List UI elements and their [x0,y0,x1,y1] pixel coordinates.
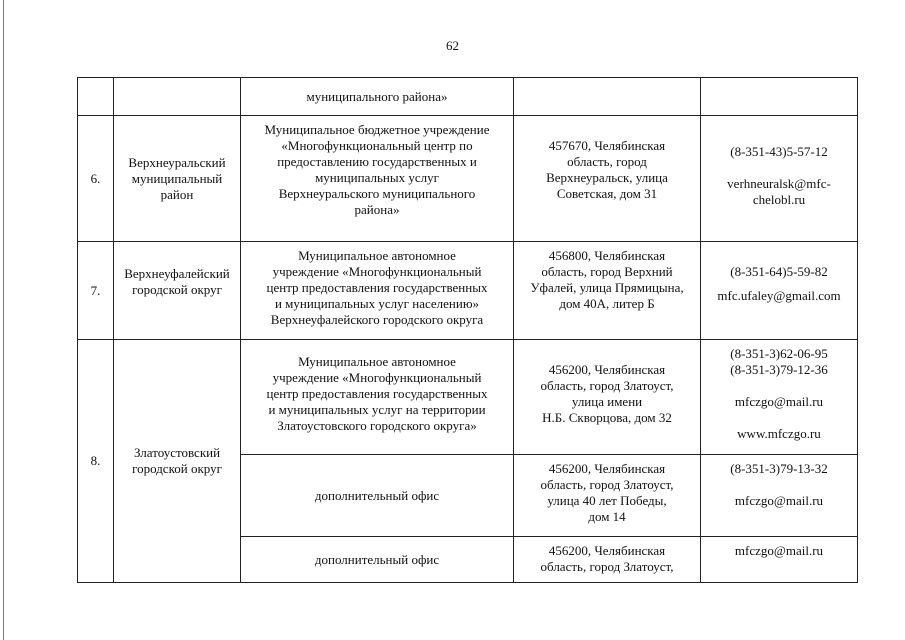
phone: (8-351-3)79-13-32 [730,461,828,476]
page-edge-line [3,0,4,640]
contacts [701,455,858,537]
email: chelobl.ru [752,192,806,207]
phone: (8-351-64)5-59-82 [730,264,828,279]
table-row-7 [78,242,858,340]
contacts: mfczgo@mail.ru [701,537,858,583]
institution-name: Муниципальное автономное учреждение «Многофункциональный центр предоставления государственных и муниципальных услуг на территории Златоустовского городского округа» [241,340,514,455]
row-number: 8. [78,340,114,583]
address: 456200, Челябинская область, город Златоуст, улица 40 лет Победы, дом 14 [514,455,701,537]
contacts [701,116,858,242]
institution-name: Муниципальное бюджетное учреждение «Многофункциональный центр по предоставлению государственных и муниципальных услуг Верхнеуральского муниципального района» [241,116,514,242]
district-name: Златоустовский городской округ [114,340,241,583]
address: 456200, Челябинская область, город Златоуст, [514,537,701,583]
row-number-cell [78,78,114,116]
email: mfc.ufaley@gmail.com [717,288,841,303]
page-number: 62 [446,38,459,53]
contacts-cell [701,78,858,116]
email: verhneuralsk@mfc- [727,176,831,191]
email: mfczgo@mail.ru [734,394,824,409]
row-number: 7. [78,242,114,340]
district-cell [114,78,241,116]
institution-cell: муниципального района» [241,78,514,116]
address: 456200, Челябинская область, город Златоуст, улица имени Н.Б. Скворцова, дом 32 [514,340,701,455]
email: mfczgo@mail.ru [734,493,824,508]
table-row-8 [78,340,858,455]
address: 456800, Челябинская область, город Верхний Уфалей, улица Прямицына, дом 40А, литер Б [514,242,701,340]
phone: (8-351-3)79-12-36 [730,362,828,377]
mfc-directory-table [77,77,858,583]
contacts [701,340,858,455]
website: www.mfczgo.ru [737,426,821,441]
contacts [701,242,858,340]
address-cell [514,78,701,116]
address: 457670, Челябинская область, город Верхнеуральск, улица Советская, дом 31 [514,116,701,242]
table-row-continuation [78,78,858,116]
office-name: дополнительный офис [241,537,514,583]
phone: (8-351-43)5-57-12 [730,144,828,159]
district-name: Верхнеуральский муниципальный район [114,116,241,242]
office-name: дополнительный офис [241,455,514,537]
row-number: 6. [78,116,114,242]
phone: (8-351-3)62-06-95 [730,346,828,361]
district-name: Верхнеуфалейский городской округ [114,242,241,340]
table-row-6 [78,116,858,242]
institution-name: Муниципальное автономное учреждение «Многофункциональный центр предоставления государственных и муниципальных услуг населению» Верхнеуфалейского городского округа [241,242,514,340]
